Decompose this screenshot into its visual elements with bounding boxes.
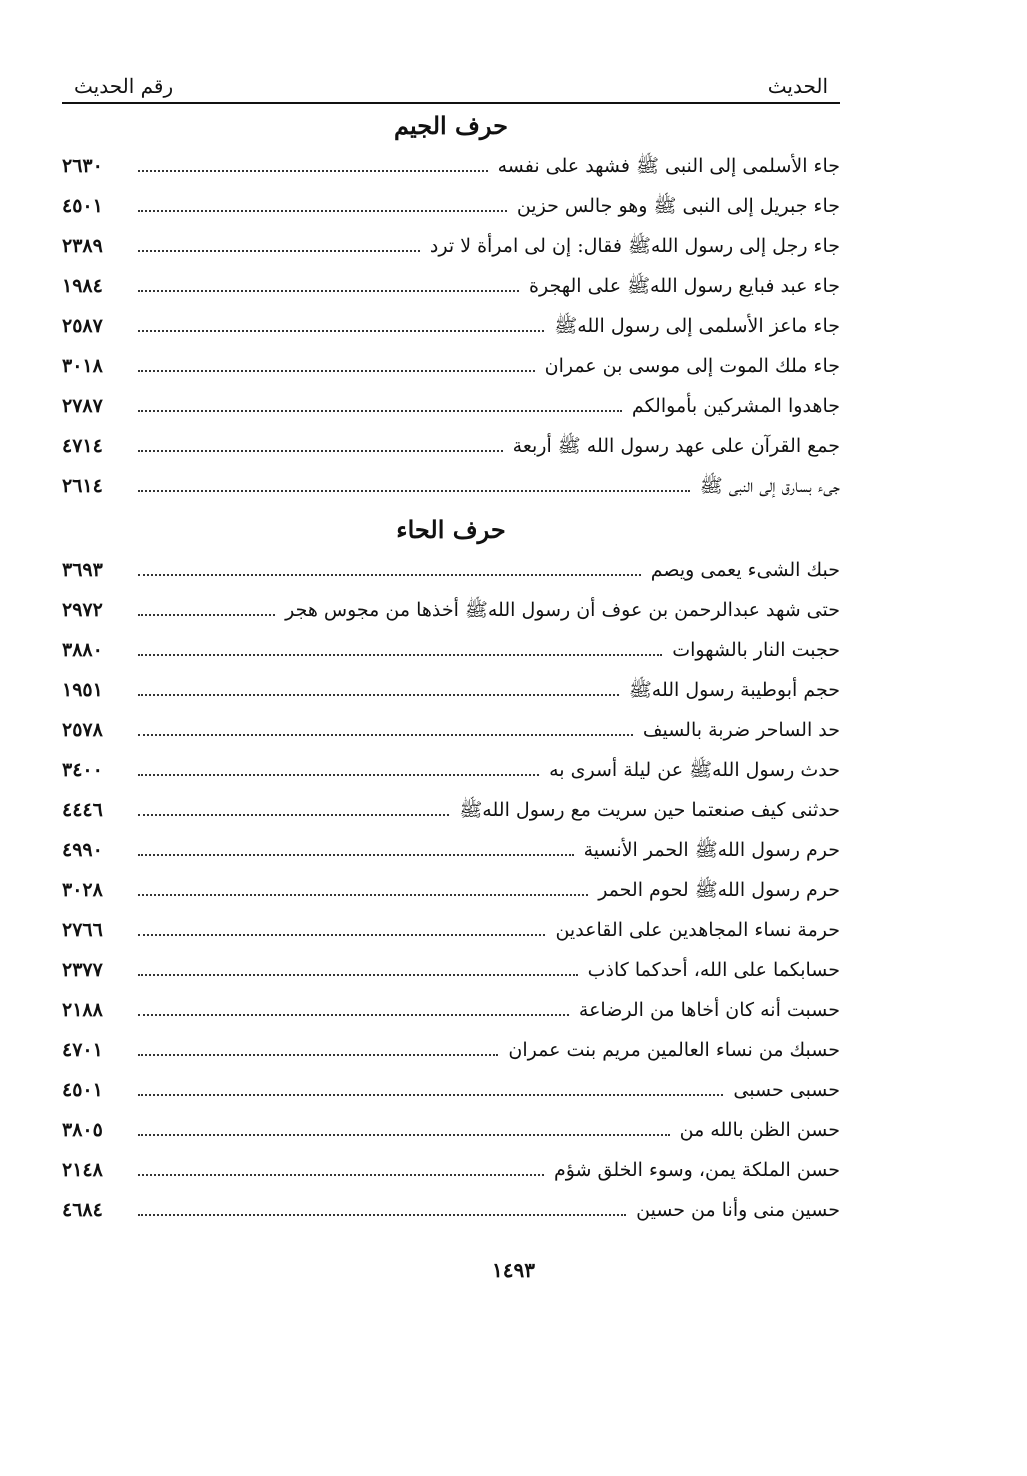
list-item: حدث رسول اللهﷺ عن ليلة أسرى به ٣٤٠٠	[62, 759, 840, 781]
list-item: حسبت أنه كان أخاها من الرضاعة ٢١٨٨	[62, 999, 840, 1021]
list-item: حسبى حسبى ٤٥٠١	[62, 1079, 840, 1101]
list-item: حسبك من نساء العالمين مريم بنت عمران ٤٧٠١	[62, 1039, 840, 1061]
section-title-jim: حرف الجيم	[394, 111, 508, 140]
running-head	[62, 62, 840, 104]
entries-list-jim	[62, 146, 840, 506]
list-item: حجبت النار بالشهوات ٣٨٨٠	[62, 639, 840, 661]
list-item: جاء ملك الموت إلى موسى بن عمران ٣٠١٨	[62, 355, 840, 377]
index-page	[62, 62, 840, 1230]
page-number: ١٤٩٣	[492, 1258, 535, 1282]
list-item: جاء ماعز الأسلمى إلى رسول اللهﷺ ٢٥٨٧	[62, 315, 840, 337]
header-hadith-label: الحديث	[767, 74, 828, 98]
list-item: حجم أبوطيبة رسول اللهﷺ ١٩٥١	[62, 679, 840, 701]
entries-list-ha	[62, 550, 840, 1230]
list-item: جمع القرآن على عهد رسول الله ﷺ أربعة ٤٧١٤	[62, 435, 840, 457]
list-item: جاء رجل إلى رسول اللهﷺ فقال: إن لى امرأة لا ترد ٢٣٨٩	[62, 235, 840, 257]
list-item: حرم رسول اللهﷺ لحوم الحمر ٣٠٢٨	[62, 879, 840, 901]
list-item: حبك الشىء يعمى ويصم ٣٦٩٣	[62, 559, 840, 581]
list-item: جاء جبريل إلى النبى ﷺ وهو جالس حزين ٤٥٠١	[62, 195, 840, 217]
list-item: جاء الأسلمى إلى النبى ﷺ فشهد على نفسه ٢٦٣٠	[62, 155, 840, 177]
list-item: حدثنى كيف صنعتما حين سريت مع رسول اللهﷺ ٤٤٤٦	[62, 799, 840, 821]
list-item: حتى شهد عبدالرحمن بن عوف أن رسول اللهﷺ أخذها من مجوس هجر ٢٩٧٢	[62, 599, 840, 621]
list-item: حسابكما على الله، أحدكما كاذب ٢٣٧٧	[62, 959, 840, 981]
section-title-ha: حرف الحاء	[396, 515, 506, 544]
list-item: حسن الملكة يمن، وسوء الخلق شؤم ٢١٤٨	[62, 1159, 840, 1181]
list-item: جىء بسارق إلى النبى ﷺ ٢٦١٤	[62, 475, 840, 497]
list-item: حد الساحر ضربة بالسيف ٢٥٧٨	[62, 719, 840, 741]
header-number-label: رقم الحديث	[74, 74, 174, 98]
list-item: جاهدوا المشركين بأموالكم ٢٧٨٧	[62, 395, 840, 417]
list-item: حسن الظن بالله من ٣٨٠٥	[62, 1119, 840, 1141]
list-item: حرم رسول اللهﷺ الحمر الأنسية ٤٩٩٠	[62, 839, 840, 861]
list-item: حرمة نساء المجاهدين على القاعدين ٢٧٦٦	[62, 919, 840, 941]
list-item: جاء عبد فبايع رسول اللهﷺ على الهجرة ١٩٨٤	[62, 275, 840, 297]
list-item: حسين منى وأنا من حسين ٤٦٨٤	[62, 1199, 840, 1221]
